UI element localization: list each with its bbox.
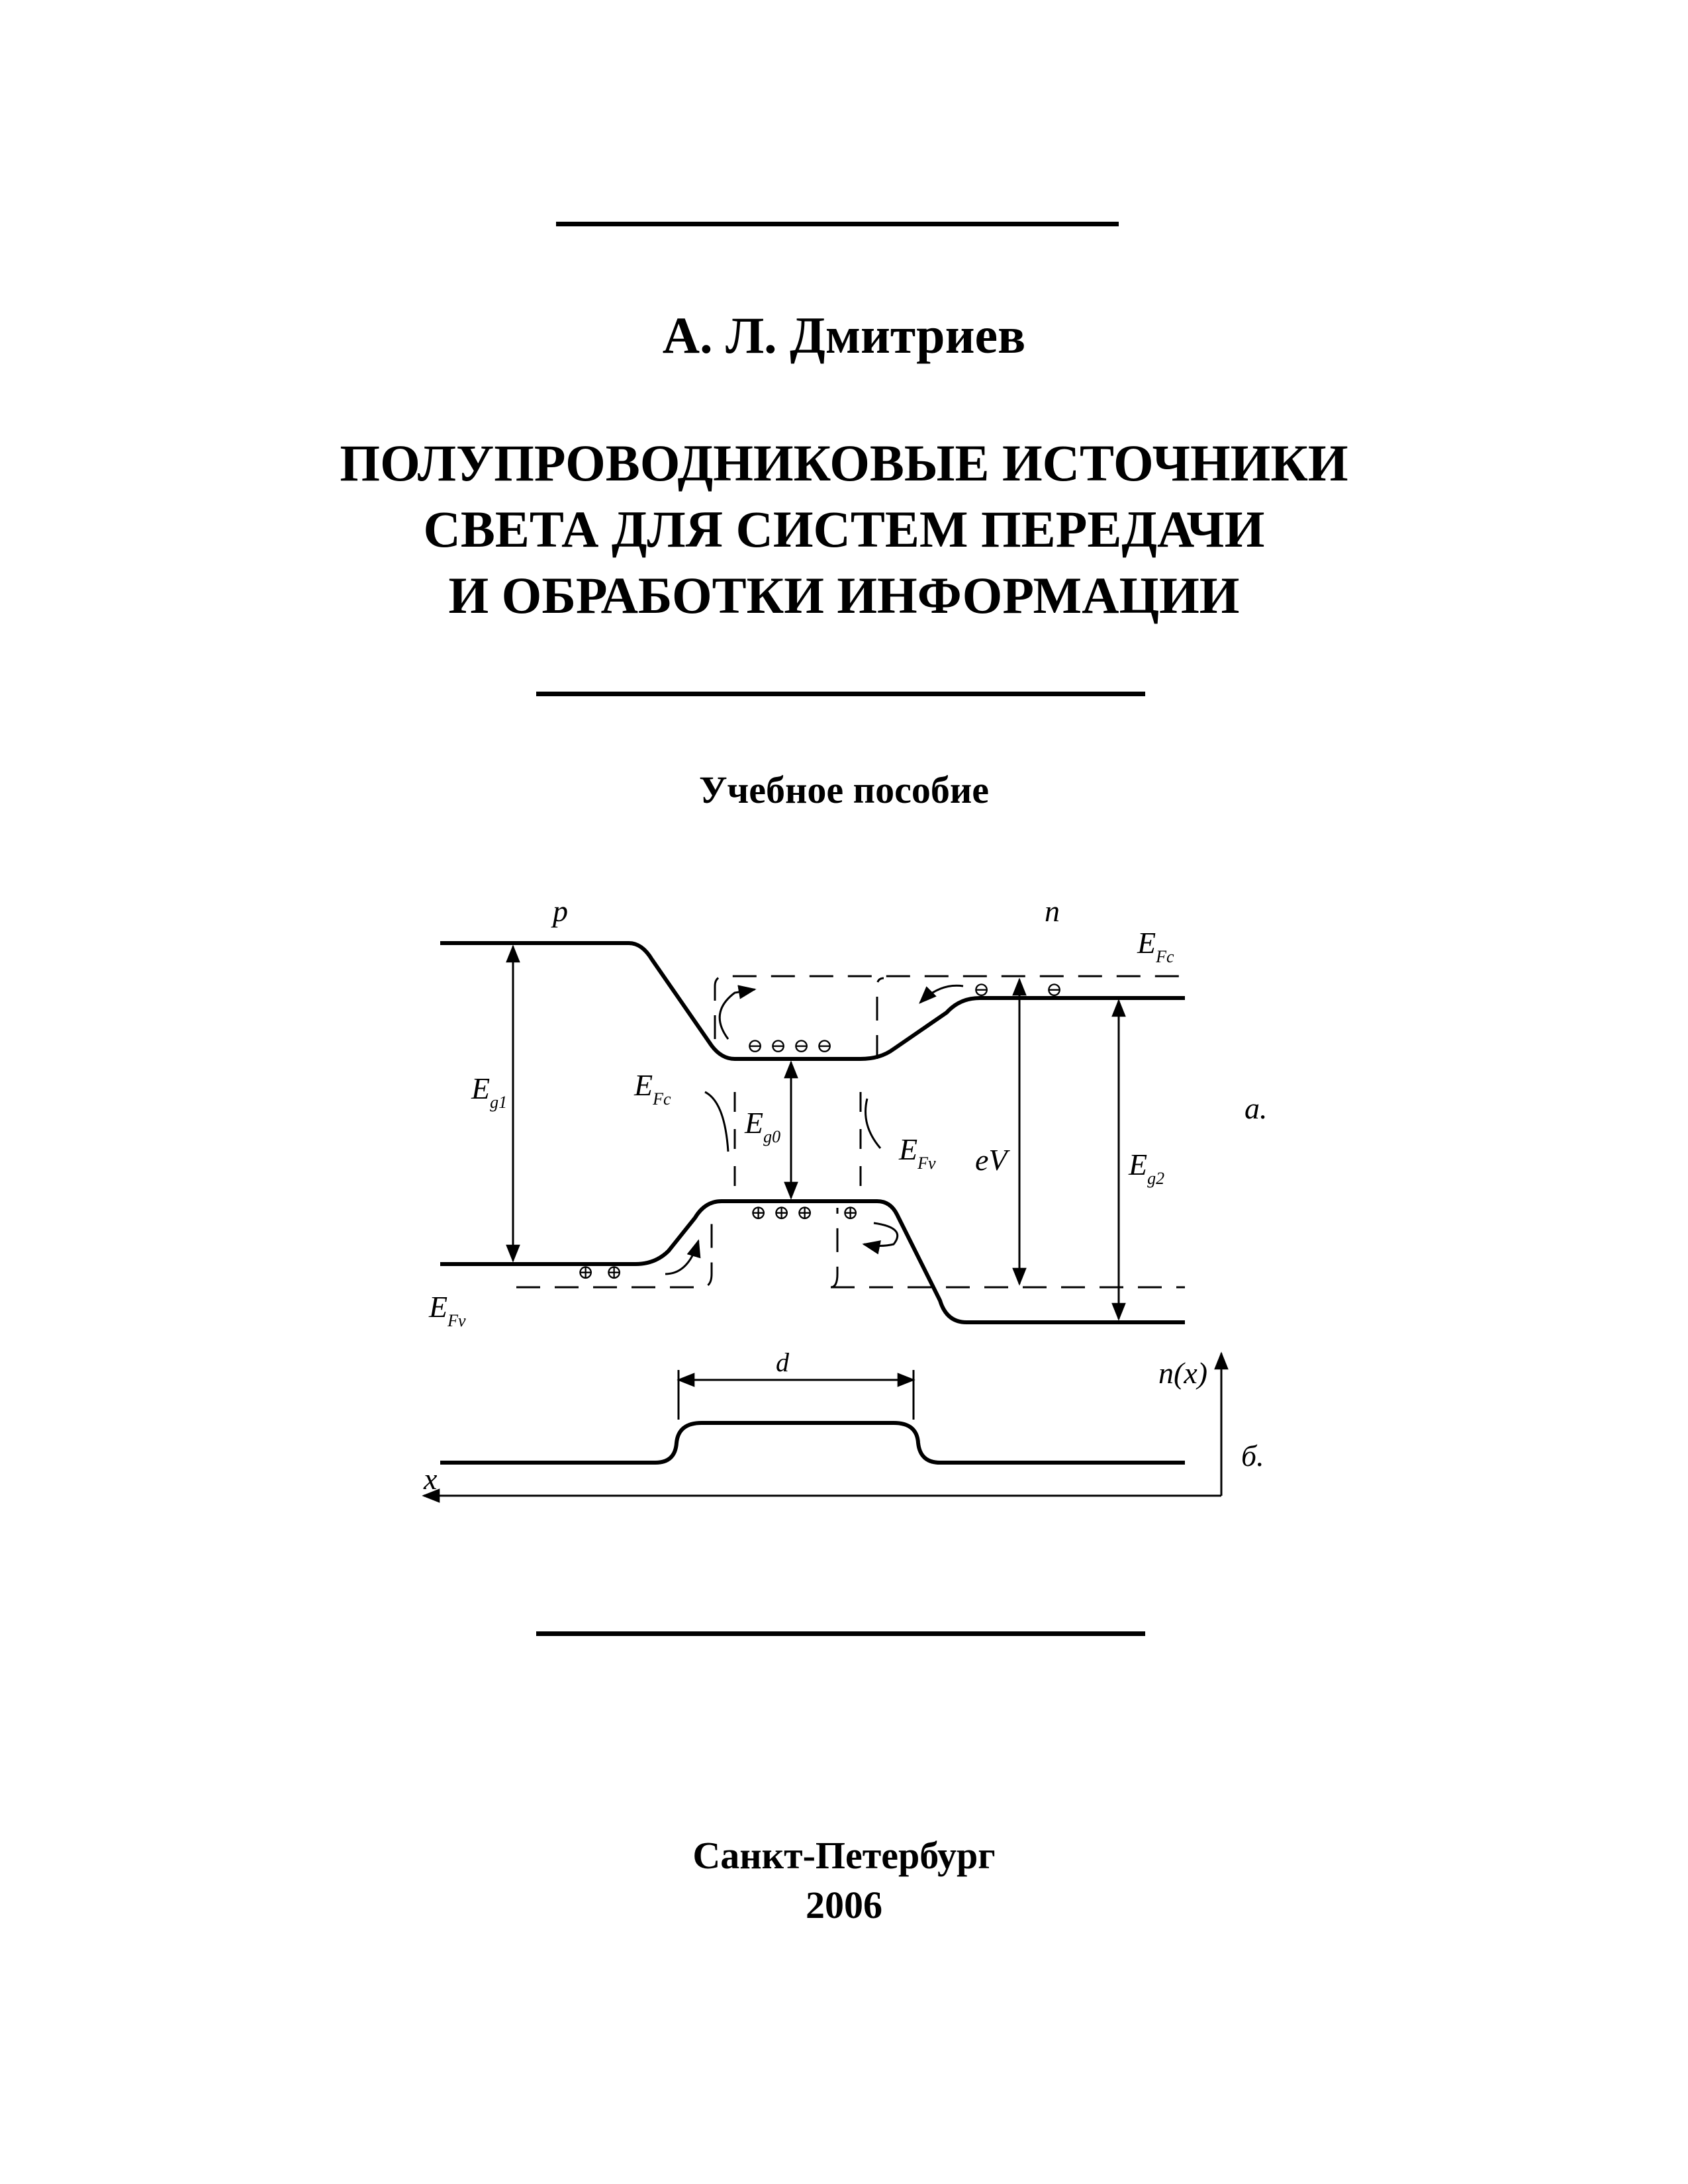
title-line-3: И ОБРАБОТКИ ИНФОРМАЦИИ <box>448 567 1240 624</box>
author-name: А. Л. Дмитриев <box>662 306 1026 364</box>
hole-symbol: ⊕ <box>750 1202 767 1224</box>
refractive-index-profile <box>440 1423 1185 1463</box>
publication-year: 2006 <box>806 1884 882 1927</box>
label-efc-right: $E_{Fc}$ <box>1137 926 1174 966</box>
electron-symbol: ⊖ <box>793 1035 810 1057</box>
label-efv-left: $E_{Fv}$ <box>429 1290 466 1330</box>
label-n-of-x: n(x) <box>1158 1356 1208 1390</box>
label-eg2: $E_{g2}$ <box>1129 1148 1165 1188</box>
electron-symbol: ⊖ <box>747 1035 764 1057</box>
hole-symbol: ⊕ <box>773 1202 790 1224</box>
label-panel-b: б. <box>1241 1439 1264 1473</box>
subtitle: Учебное пособие <box>698 768 989 811</box>
electron-symbol: ⊖ <box>1046 979 1063 1001</box>
label-p: p <box>553 894 568 928</box>
label-eg0: $E_{g0}$ <box>745 1106 781 1146</box>
title-line-1: ПОЛУПРОВОДНИКОВЫЕ ИСТОЧНИКИ <box>340 434 1348 492</box>
label-eg1: $E_{g1}$ <box>471 1071 508 1112</box>
hole-symbol: ⊕ <box>577 1261 594 1283</box>
label-efv-mid: $E_{Fv}$ <box>899 1132 936 1173</box>
label-d: d <box>776 1347 789 1377</box>
title-line-2: СВЕТА ДЛЯ СИСТЕМ ПЕРЕДАЧИ <box>423 500 1265 558</box>
conduction-band <box>440 943 1185 1059</box>
electron-symbol: ⊖ <box>973 979 990 1001</box>
label-ev: eV <box>975 1143 1008 1177</box>
hole-symbol: ⊕ <box>606 1261 623 1283</box>
hole-symbol: ⊕ <box>796 1202 814 1224</box>
electron-symbol: ⊖ <box>816 1035 833 1057</box>
electron-symbol: ⊖ <box>770 1035 787 1057</box>
publication-city: Санкт-Петербург <box>692 1834 996 1877</box>
label-n: n <box>1045 894 1060 928</box>
label-x: x <box>424 1462 438 1496</box>
label-panel-a: a. <box>1244 1091 1268 1125</box>
hole-symbol: ⊕ <box>842 1202 859 1224</box>
label-efc-mid: $E_{Fc}$ <box>634 1068 671 1109</box>
